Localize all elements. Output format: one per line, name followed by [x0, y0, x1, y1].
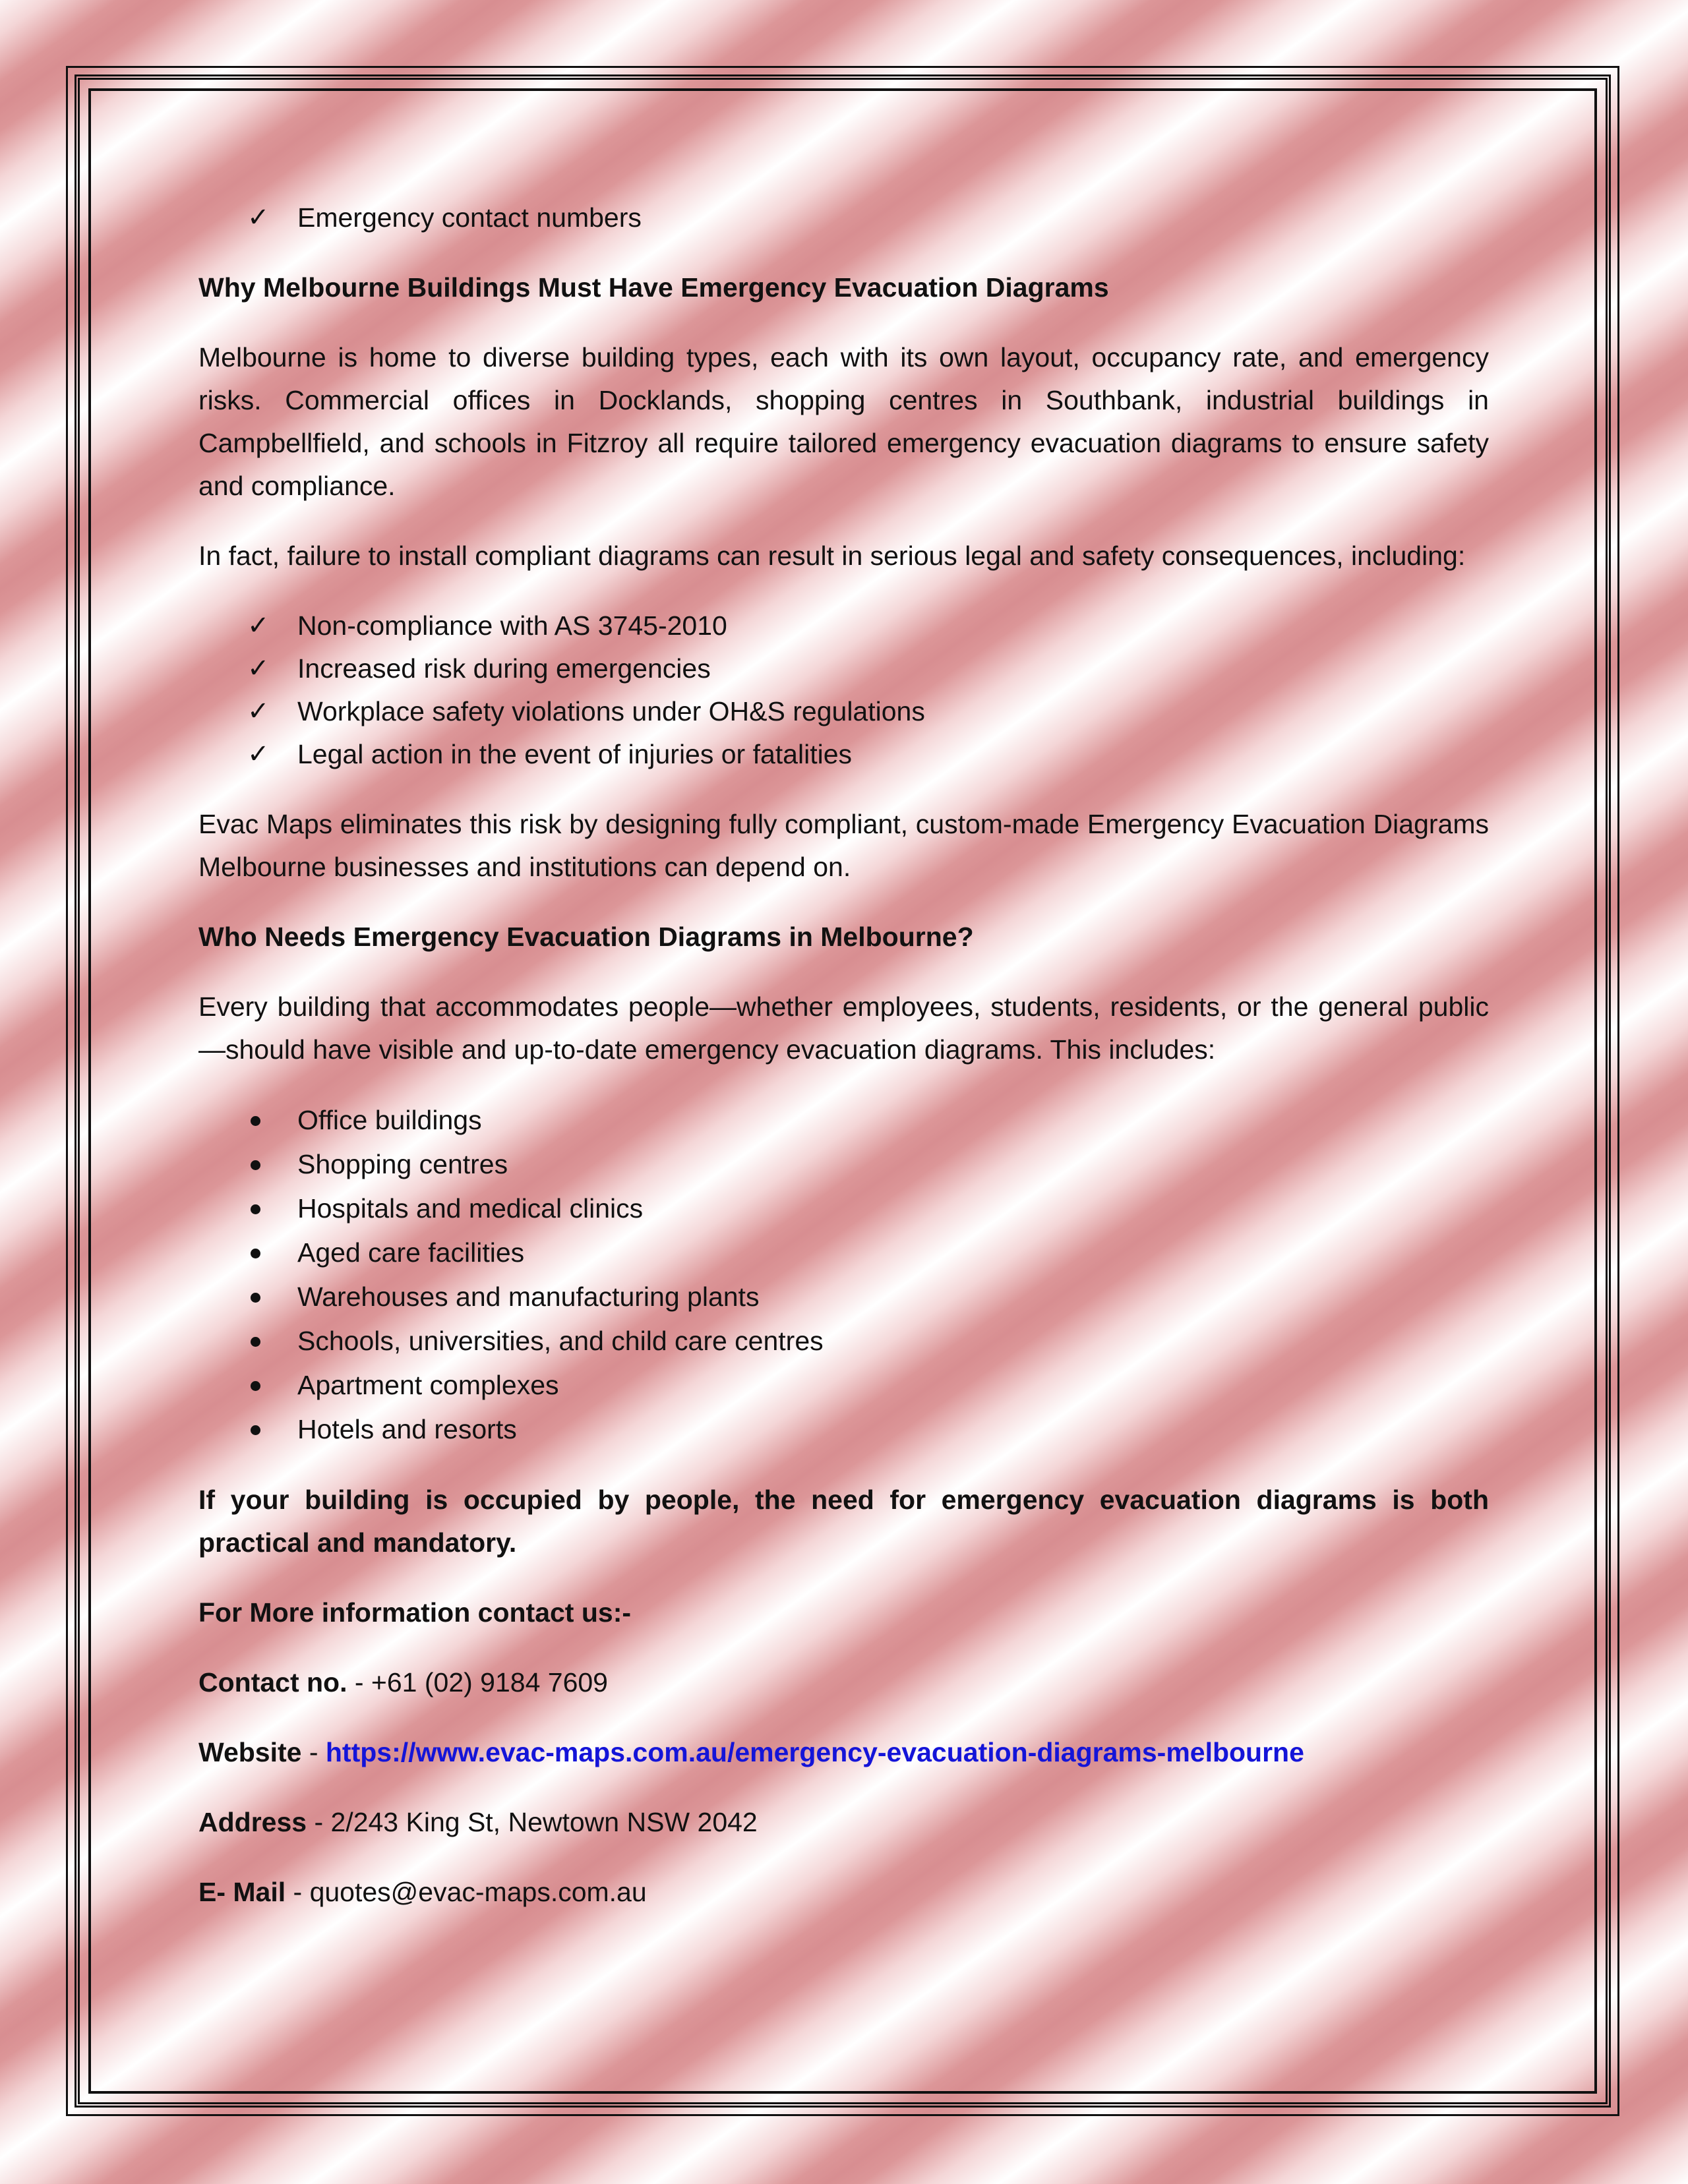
email-value: - quotes@evac-maps.com.au [286, 1877, 647, 1907]
list-item [198, 1275, 1489, 1319]
closing-statement: If your building is occupied by people, the need for emergency evacuation diagrams is both practical and mandatory. [198, 1485, 1489, 1558]
bullet-dot-icon [251, 1160, 260, 1170]
contact-phone-line [198, 1661, 1489, 1704]
bullet-dot-icon [251, 1425, 260, 1435]
list-item-text: Workplace safety violations under OH&S regulations [297, 696, 925, 726]
contact-website-line [198, 1731, 1489, 1774]
list-item [198, 647, 1489, 690]
phone-value: - +61 (02) 9184 7609 [347, 1667, 608, 1697]
list-item [198, 605, 1489, 647]
bullet-dot-icon [251, 1381, 260, 1391]
bullet-dot-icon [251, 1293, 260, 1303]
checkmark-icon: ✓ [247, 610, 270, 641]
list-item-text: Non-compliance with AS 3745-2010 [297, 610, 727, 641]
list-item [198, 1187, 1489, 1231]
bullet-dot-icon [251, 1204, 260, 1214]
top-check-list [198, 196, 1489, 239]
bullet-dot-icon [251, 1116, 260, 1126]
website-link[interactable]: https://www.evac-maps.com.au/emergency-evacuation-diagrams-melbourne [325, 1737, 1304, 1767]
website-separator: - [301, 1737, 326, 1767]
list-item-text: Increased risk during emergencies [297, 653, 711, 684]
bullet-dot-icon [251, 1337, 260, 1347]
paragraph-every-building: Every building that accommodates people—whether employees, students, residents, or the general public—should have visible and up-to-date emergency evacuation diagrams. This includes: [198, 991, 1489, 1065]
list-item [198, 1142, 1489, 1187]
list-item [198, 1319, 1489, 1363]
email-label: E- Mail [198, 1877, 286, 1907]
checkmark-icon: ✓ [247, 696, 270, 726]
list-item [198, 733, 1489, 776]
paragraph-evac-maps: Evac Maps eliminates this risk by designing fully compliant, custom-made Emergency Evacuation Diagrams Melbourne businesses and institutions can depend on. [198, 809, 1489, 882]
list-item [198, 1098, 1489, 1142]
checkmark-icon: ✓ [247, 202, 270, 233]
list-item [198, 1407, 1489, 1452]
contact-email-line [198, 1871, 1489, 1914]
document-body [198, 196, 1489, 1941]
list-item-text: Apartment complexes [297, 1370, 559, 1400]
bullet-dot-icon [251, 1249, 260, 1258]
checkmark-icon: ✓ [247, 653, 270, 684]
list-item-text: Hotels and resorts [297, 1414, 517, 1444]
list-item-text: Aged care facilities [297, 1237, 525, 1268]
website-label: Website [198, 1737, 302, 1767]
contact-address-line [198, 1801, 1489, 1844]
list-item [198, 690, 1489, 733]
paragraph-failure-consequences: In fact, failure to install compliant diagrams can result in serious legal and safety consequences, including: [198, 541, 1466, 571]
list-item-text: Office buildings [297, 1105, 482, 1135]
list-item [198, 1231, 1489, 1275]
address-value: - 2/243 King St, Newtown NSW 2042 [307, 1807, 758, 1837]
section-heading-who: Who Needs Emergency Evacuation Diagrams in Melbourne? [198, 922, 974, 952]
list-item [198, 1363, 1489, 1407]
paragraph-melbourne-buildings: Melbourne is home to diverse building types, each with its own layout, occupancy rate, and emergency risks. Commercial offices in Docklands, shopping centres in Southbank, industrial buildings in Campbellfield, and schools in Fitzroy all require tailored emergency evacuation diagrams to ensure safety and compliance. [198, 342, 1489, 501]
building-types-list [198, 1098, 1489, 1452]
list-item [198, 196, 1489, 239]
list-item-text: Hospitals and medical clinics [297, 1193, 644, 1224]
list-item-text: Warehouses and manufacturing plants [297, 1282, 760, 1312]
list-item-text: Legal action in the event of injuries or fatalities [297, 739, 853, 769]
list-item-text: Shopping centres [297, 1149, 508, 1179]
contact-heading: For More information contact us:- [198, 1597, 631, 1628]
address-label: Address [198, 1807, 307, 1837]
phone-label: Contact no. [198, 1667, 347, 1697]
checkmark-icon: ✓ [247, 739, 270, 769]
consequences-list [198, 605, 1489, 776]
section-heading-why: Why Melbourne Buildings Must Have Emergency Evacuation Diagrams [198, 272, 1109, 303]
list-item-text: Emergency contact numbers [297, 202, 642, 233]
list-item-text: Schools, universities, and child care centres [297, 1326, 824, 1356]
